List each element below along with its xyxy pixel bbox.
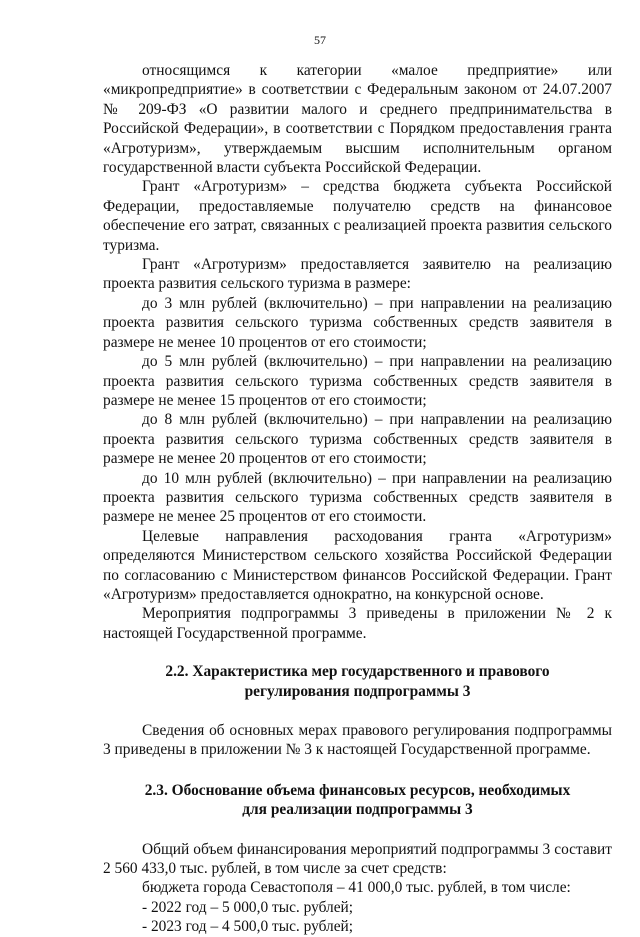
paragraph-grant-10-million: до 10 млн рублей (включительно) – при направлении на реализацию проекта развития сельского туризма собственных средств заявителя в размере не менее 25 процентов от его стоимости. (103, 469, 612, 526)
funding-item-2023: - 2023 год – 4 500,0 тыс. рублей; (142, 918, 354, 936)
section-2-3-heading-line-2: для реализации подпрограммы 3 (242, 801, 473, 819)
document-body (103, 61, 612, 937)
paragraph-legal-regulation: Сведения об основных мерах правового регулирования подпрограммы 3 приведены в приложении № 3 к настоящей Государственной программе. (103, 722, 612, 759)
section-2-2-heading-line-2: регулирования подпрограммы 3 (244, 682, 471, 700)
section-2-2-heading-line-1: 2.2. Характеристика мер государственного и правового (165, 663, 550, 681)
page-number: 57 (314, 33, 326, 47)
paragraph-total-funding: Общий объем финансирования мероприятий подпрограммы 3 составит 2 560 433,0 тыс. рублей, в том числе за счет средств: (103, 840, 612, 878)
paragraph-grant-size-intro: Грант «Агротуризм» предоставляется заявителю на реализацию проекта развития сельского туризма в размере: (103, 256, 612, 293)
paragraph-small-enterprise: относящимся к категории «малое предприятие» или «микропредприятие» в соответствии с Федеральным законом от 24.07.2007 № 209-ФЗ «О развитии малого и среднего предпринимательства в Российской Федерации», в соответствии с Порядком предоставления гранта «Агротуризм», утверждаемым высшим исполнительным органом государственной власти субъекта Российской Федерации. (103, 62, 612, 177)
paragraph-activities-appendix: Мероприятия подпрограммы 3 приведены в приложении № 2 к настоящей Государственной программе. (103, 605, 612, 642)
paragraph-grant-definition: Грант «Агротуризм» – средства бюджета субъекта Российской Федерации, предоставляемые получателю средств на финансовое обеспечение его затрат, связанных с реализацией проекта развития сельского туризма. (103, 178, 612, 254)
section-2-3-heading (103, 781, 612, 820)
paragraph-grant-5-million: до 5 млн рублей (включительно) – при направлении на реализацию проекта развития сельского туризма собственных средств заявителя в размере не менее 15 процентов от его стоимости; (103, 353, 612, 409)
funding-item-2022: - 2022 год – 5 000,0 тыс. рублей; (142, 898, 354, 916)
funding-item-sevastopol-budget: бюджета города Севастополя – 41 000,0 тыс. рублей, в том числе: (142, 879, 571, 897)
paragraph-grant-8-million: до 8 млн рублей (включительно) – при направлении на реализацию проекта развития сельского туризма собственных средств заявителя в размере не менее 20 процентов от его стоимости; (103, 411, 612, 468)
paragraph-target-directions: Целевые направления расходования гранта «Агротуризм» определяются Министерством сельского хозяйства Российской Федерации по согласованию с Министерством финансов Российской Федерации. Грант «Агротуризм» предоставляется однократно, на конкурсной основе. (103, 527, 612, 603)
section-2-2-heading (103, 662, 612, 701)
paragraph-grant-3-million: до 3 млн рублей (включительно) – при направлении на реализацию проекта развития сельского туризма собственных средств заявителя в размере не менее 10 процентов от его стоимости; (103, 294, 612, 351)
section-2-3-heading-line-1: 2.3. Обоснование объема финансовых ресурсов, необходимых (144, 781, 571, 799)
